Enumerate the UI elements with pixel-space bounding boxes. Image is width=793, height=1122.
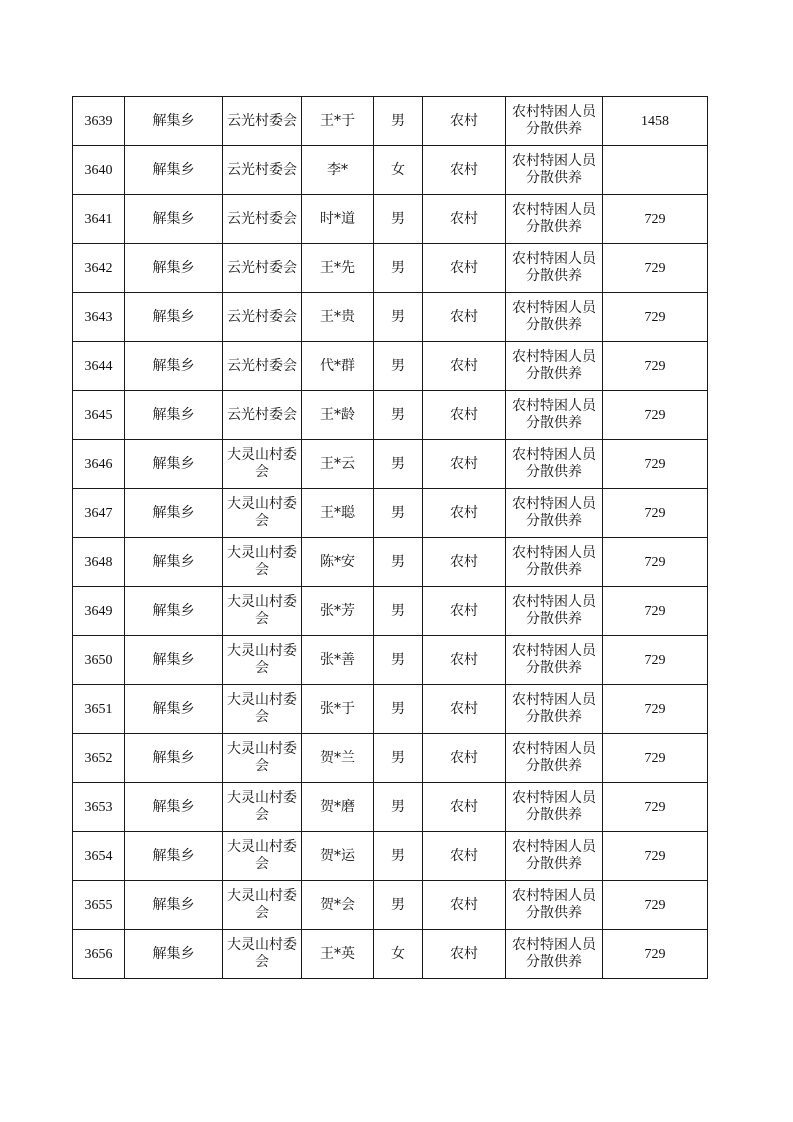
village-cell: 大灵山村委会 [223, 587, 302, 636]
village-cell: 云光村委会 [223, 146, 302, 195]
amount-cell: 729 [603, 587, 708, 636]
seq-cell: 3648 [73, 538, 125, 587]
amount-cell: 729 [603, 881, 708, 930]
area-cell: 农村 [423, 930, 506, 979]
village-cell: 大灵山村委会 [223, 783, 302, 832]
town-cell: 解集乡 [125, 195, 223, 244]
area-cell: 农村 [423, 734, 506, 783]
type-cell: 农村特困人员分散供养 [506, 440, 603, 489]
amount-cell: 729 [603, 783, 708, 832]
table-row [73, 783, 708, 832]
name-cell: 代*群 [302, 342, 374, 391]
village-cell: 云光村委会 [223, 391, 302, 440]
village-cell: 大灵山村委会 [223, 489, 302, 538]
area-cell: 农村 [423, 146, 506, 195]
amount-cell: 729 [603, 244, 708, 293]
amount-cell: 729 [603, 195, 708, 244]
table-row [73, 685, 708, 734]
amount-cell: 729 [603, 391, 708, 440]
table-body [73, 97, 708, 979]
sex-cell: 男 [374, 685, 423, 734]
table-row [73, 146, 708, 195]
seq-cell: 3647 [73, 489, 125, 538]
amount-cell: 729 [603, 538, 708, 587]
seq-cell: 3645 [73, 391, 125, 440]
town-cell: 解集乡 [125, 881, 223, 930]
village-cell: 大灵山村委会 [223, 538, 302, 587]
area-cell: 农村 [423, 832, 506, 881]
type-cell: 农村特困人员分散供养 [506, 587, 603, 636]
name-cell: 张*芳 [302, 587, 374, 636]
seq-cell: 3640 [73, 146, 125, 195]
amount-cell: 729 [603, 636, 708, 685]
village-cell: 大灵山村委会 [223, 636, 302, 685]
table-row [73, 342, 708, 391]
type-cell: 农村特困人员分散供养 [506, 342, 603, 391]
town-cell: 解集乡 [125, 734, 223, 783]
area-cell: 农村 [423, 195, 506, 244]
amount-cell: 729 [603, 293, 708, 342]
table-row [73, 195, 708, 244]
seq-cell: 3643 [73, 293, 125, 342]
town-cell: 解集乡 [125, 97, 223, 146]
town-cell: 解集乡 [125, 930, 223, 979]
village-cell: 云光村委会 [223, 97, 302, 146]
sex-cell: 男 [374, 587, 423, 636]
village-cell: 大灵山村委会 [223, 734, 302, 783]
name-cell: 王*先 [302, 244, 374, 293]
sex-cell: 男 [374, 734, 423, 783]
seq-cell: 3652 [73, 734, 125, 783]
town-cell: 解集乡 [125, 391, 223, 440]
seq-cell: 3646 [73, 440, 125, 489]
table-row [73, 97, 708, 146]
sex-cell: 男 [374, 832, 423, 881]
type-cell: 农村特困人员分散供养 [506, 783, 603, 832]
table-row [73, 440, 708, 489]
table-row [73, 293, 708, 342]
name-cell: 贺*磨 [302, 783, 374, 832]
village-cell: 云光村委会 [223, 293, 302, 342]
amount-cell: 729 [603, 685, 708, 734]
sex-cell: 男 [374, 881, 423, 930]
amount-cell: 729 [603, 930, 708, 979]
sex-cell: 男 [374, 244, 423, 293]
area-cell: 农村 [423, 783, 506, 832]
name-cell: 王*聪 [302, 489, 374, 538]
town-cell: 解集乡 [125, 146, 223, 195]
village-cell: 大灵山村委会 [223, 881, 302, 930]
town-cell: 解集乡 [125, 538, 223, 587]
seq-cell: 3656 [73, 930, 125, 979]
seq-cell: 3650 [73, 636, 125, 685]
area-cell: 农村 [423, 440, 506, 489]
sex-cell: 男 [374, 342, 423, 391]
area-cell: 农村 [423, 636, 506, 685]
type-cell: 农村特困人员分散供养 [506, 538, 603, 587]
name-cell: 王*于 [302, 97, 374, 146]
name-cell: 李* [302, 146, 374, 195]
village-cell: 大灵山村委会 [223, 930, 302, 979]
type-cell: 农村特困人员分散供养 [506, 391, 603, 440]
table-row [73, 881, 708, 930]
table-row [73, 587, 708, 636]
seq-cell: 3644 [73, 342, 125, 391]
amount-cell: 729 [603, 489, 708, 538]
type-cell: 农村特困人员分散供养 [506, 832, 603, 881]
sex-cell: 男 [374, 538, 423, 587]
name-cell: 陈*安 [302, 538, 374, 587]
seq-cell: 3654 [73, 832, 125, 881]
seq-cell: 3655 [73, 881, 125, 930]
town-cell: 解集乡 [125, 489, 223, 538]
village-cell: 云光村委会 [223, 342, 302, 391]
town-cell: 解集乡 [125, 587, 223, 636]
table-row [73, 538, 708, 587]
table-row [73, 930, 708, 979]
area-cell: 农村 [423, 881, 506, 930]
type-cell: 农村特困人员分散供养 [506, 489, 603, 538]
table-row [73, 636, 708, 685]
town-cell: 解集乡 [125, 342, 223, 391]
area-cell: 农村 [423, 293, 506, 342]
type-cell: 农村特困人员分散供养 [506, 146, 603, 195]
table-row [73, 244, 708, 293]
seq-cell: 3651 [73, 685, 125, 734]
name-cell: 贺*会 [302, 881, 374, 930]
type-cell: 农村特困人员分散供养 [506, 930, 603, 979]
area-cell: 农村 [423, 587, 506, 636]
town-cell: 解集乡 [125, 244, 223, 293]
village-cell: 大灵山村委会 [223, 832, 302, 881]
seq-cell: 3639 [73, 97, 125, 146]
town-cell: 解集乡 [125, 636, 223, 685]
village-cell: 大灵山村委会 [223, 685, 302, 734]
sex-cell: 男 [374, 636, 423, 685]
name-cell: 王*云 [302, 440, 374, 489]
town-cell: 解集乡 [125, 440, 223, 489]
name-cell: 贺*运 [302, 832, 374, 881]
name-cell: 时*道 [302, 195, 374, 244]
type-cell: 农村特困人员分散供养 [506, 293, 603, 342]
type-cell: 农村特困人员分散供养 [506, 195, 603, 244]
table-row [73, 489, 708, 538]
type-cell: 农村特困人员分散供养 [506, 636, 603, 685]
seq-cell: 3642 [73, 244, 125, 293]
village-cell: 大灵山村委会 [223, 440, 302, 489]
name-cell: 张*于 [302, 685, 374, 734]
amount-cell: 729 [603, 342, 708, 391]
seq-cell: 3653 [73, 783, 125, 832]
town-cell: 解集乡 [125, 783, 223, 832]
table-row [73, 391, 708, 440]
sex-cell: 男 [374, 97, 423, 146]
area-cell: 农村 [423, 538, 506, 587]
amount-cell: 729 [603, 440, 708, 489]
area-cell: 农村 [423, 244, 506, 293]
name-cell: 张*善 [302, 636, 374, 685]
town-cell: 解集乡 [125, 685, 223, 734]
relief-roster-table [72, 96, 708, 979]
seq-cell: 3649 [73, 587, 125, 636]
amount-cell [603, 146, 708, 195]
amount-cell: 729 [603, 734, 708, 783]
table-row [73, 734, 708, 783]
amount-cell: 1458 [603, 97, 708, 146]
type-cell: 农村特困人员分散供养 [506, 734, 603, 783]
village-cell: 云光村委会 [223, 195, 302, 244]
sex-cell: 男 [374, 440, 423, 489]
name-cell: 王*英 [302, 930, 374, 979]
name-cell: 贺*兰 [302, 734, 374, 783]
type-cell: 农村特困人员分散供养 [506, 244, 603, 293]
town-cell: 解集乡 [125, 293, 223, 342]
sex-cell: 男 [374, 783, 423, 832]
amount-cell: 729 [603, 832, 708, 881]
sex-cell: 男 [374, 293, 423, 342]
area-cell: 农村 [423, 97, 506, 146]
town-cell: 解集乡 [125, 832, 223, 881]
name-cell: 王*龄 [302, 391, 374, 440]
type-cell: 农村特困人员分散供养 [506, 881, 603, 930]
area-cell: 农村 [423, 489, 506, 538]
sex-cell: 男 [374, 195, 423, 244]
village-cell: 云光村委会 [223, 244, 302, 293]
sex-cell: 男 [374, 489, 423, 538]
seq-cell: 3641 [73, 195, 125, 244]
area-cell: 农村 [423, 685, 506, 734]
area-cell: 农村 [423, 391, 506, 440]
sex-cell: 女 [374, 930, 423, 979]
type-cell: 农村特困人员分散供养 [506, 685, 603, 734]
table-row [73, 832, 708, 881]
area-cell: 农村 [423, 342, 506, 391]
name-cell: 王*贵 [302, 293, 374, 342]
sex-cell: 男 [374, 391, 423, 440]
sex-cell: 女 [374, 146, 423, 195]
type-cell: 农村特困人员分散供养 [506, 97, 603, 146]
